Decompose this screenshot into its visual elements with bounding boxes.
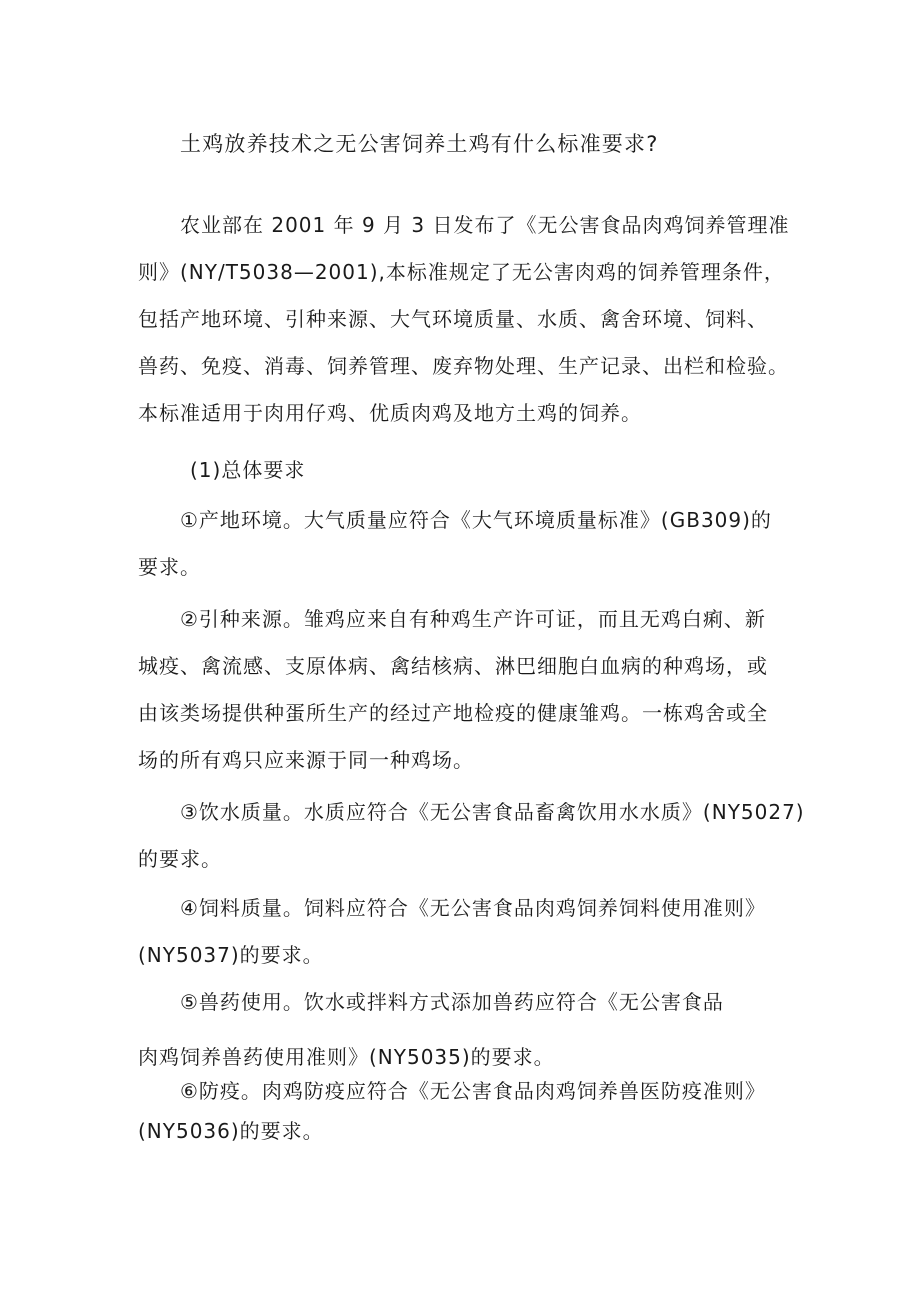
item-line: 肉鸡饲养兽药使用准则》(NY5035)的要求。 bbox=[138, 1045, 555, 1069]
item-production-environment bbox=[138, 497, 800, 591]
document-title: 土鸡放养技术之无公害饲养土鸡有什么标准要求? bbox=[180, 132, 659, 156]
item-line: ③饮水质量。水质应符合《无公害食品畜禽饮用水水质》(NY5027) bbox=[180, 800, 805, 824]
item-line: 要求。 bbox=[138, 555, 201, 579]
item-line: ⑤兽药使用。饮水或拌料方式添加兽药应符合《无公害食品 bbox=[180, 990, 724, 1014]
item-line: ④饲料质量。饲料应符合《无公害食品肉鸡饲养饲料使用准则》 bbox=[180, 896, 766, 920]
item-line: (NY5037)的要求。 bbox=[138, 943, 324, 967]
section-heading: (1)总体要求 bbox=[190, 458, 306, 482]
intro-line: 则》(NY/T5038—2001),本标准规定了无公害肉鸡的饲养管理条件， bbox=[138, 260, 785, 284]
item-line: ①产地环境。大气质量应符合《大气环境质量标准》(GB309)的 bbox=[180, 508, 772, 532]
item-line: 城疫、禽流感、支原体病、禽结核病、淋巴细胞白血病的种鸡场，或 bbox=[138, 654, 768, 678]
item-breed-source bbox=[138, 596, 800, 784]
item-line: 场的所有鸡只应来源于同一种鸡场。 bbox=[138, 748, 474, 772]
item-water-quality bbox=[138, 789, 805, 883]
item-feed-quality bbox=[138, 885, 800, 979]
intro-line: 农业部在 2001 年 9 月 3 日发布了《无公害食品肉鸡饲养管理准 bbox=[180, 213, 790, 237]
item-line: ⑥防疫。肉鸡防疫应符合《无公害食品肉鸡饲养兽医防疫准则》 bbox=[180, 1079, 766, 1103]
intro-line: 本标准适用于肉用仔鸡、优质肉鸡及地方土鸡的饲养。 bbox=[138, 401, 642, 425]
item-line: 的要求。 bbox=[138, 847, 222, 871]
item-veterinary-drug bbox=[138, 979, 800, 1081]
intro-line: 包括产地环境、引种来源、大气环境质量、水质、禽舍环境、饲料、 bbox=[138, 307, 768, 331]
item-line: (NY5036)的要求。 bbox=[138, 1119, 324, 1143]
intro-paragraph bbox=[138, 202, 800, 437]
item-epidemic-prevention bbox=[138, 1071, 800, 1151]
item-line: ②引种来源。雏鸡应来自有种鸡生产许可证，而且无鸡白痢、新 bbox=[180, 607, 766, 631]
item-line: 由该类场提供种蛋所生产的经过产地检疫的健康雏鸡。一栋鸡舍或全 bbox=[138, 701, 768, 725]
intro-line: 兽药、免疫、消毒、饲养管理、废弃物处理、生产记录、出栏和检验。 bbox=[138, 354, 789, 378]
